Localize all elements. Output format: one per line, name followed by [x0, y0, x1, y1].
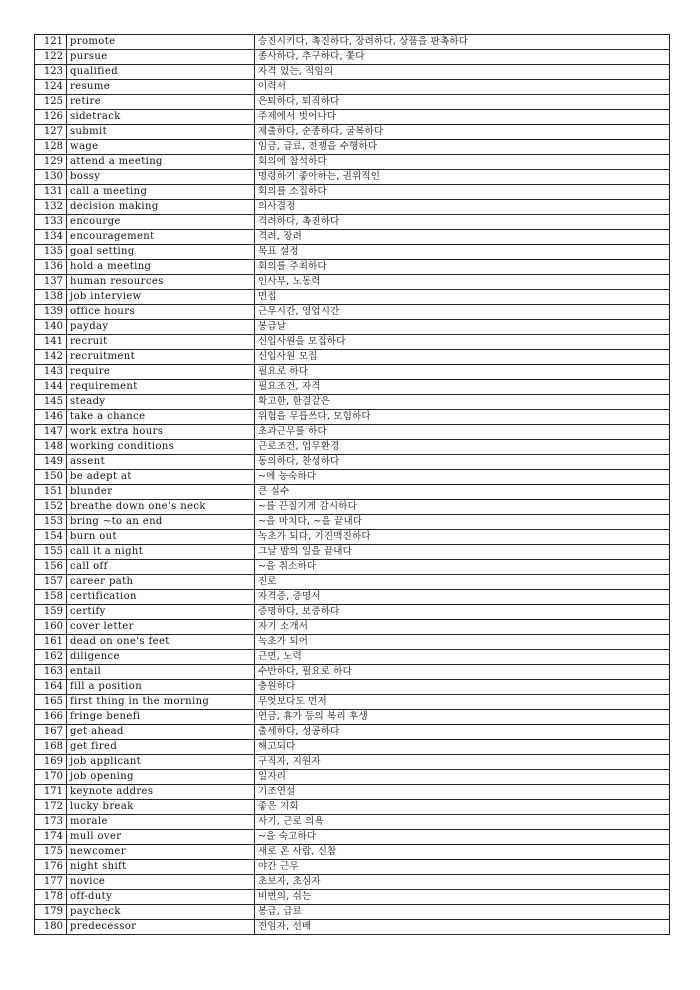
row-number: 176 — [35, 860, 67, 875]
english-term: job opening — [67, 770, 255, 785]
korean-meaning: 신입사원을 모집하다 — [255, 335, 670, 350]
english-term: recruitment — [67, 350, 255, 365]
vocabulary-table-body — [35, 35, 670, 935]
table-row — [35, 845, 670, 860]
table-row — [35, 410, 670, 425]
row-number: 154 — [35, 530, 67, 545]
korean-meaning: 출세하다, 성공하다 — [255, 725, 670, 740]
row-number: 165 — [35, 695, 67, 710]
korean-meaning: ~을 숙고하다 — [255, 830, 670, 845]
korean-meaning: 무엇보다도 먼저 — [255, 695, 670, 710]
table-row — [35, 80, 670, 95]
korean-meaning: 위험을 무릅쓰다, 모험하다 — [255, 410, 670, 425]
row-number: 170 — [35, 770, 67, 785]
korean-meaning: 진로 — [255, 575, 670, 590]
table-row — [35, 560, 670, 575]
row-number: 171 — [35, 785, 67, 800]
korean-meaning: 기조연설 — [255, 785, 670, 800]
row-number: 145 — [35, 395, 67, 410]
english-term: take a chance — [67, 410, 255, 425]
korean-meaning: ~를 끈질기게 감시하다 — [255, 500, 670, 515]
table-row — [35, 65, 670, 80]
korean-meaning: 좋은 기회 — [255, 800, 670, 815]
row-number: 162 — [35, 650, 67, 665]
table-row — [35, 260, 670, 275]
english-term: submit — [67, 125, 255, 140]
row-number: 155 — [35, 545, 67, 560]
row-number: 169 — [35, 755, 67, 770]
english-term: dead on one's feet — [67, 635, 255, 650]
row-number: 146 — [35, 410, 67, 425]
row-number: 158 — [35, 590, 67, 605]
english-term: assent — [67, 455, 255, 470]
english-term: diligence — [67, 650, 255, 665]
korean-meaning: 확고한, 한결같은 — [255, 395, 670, 410]
row-number: 166 — [35, 710, 67, 725]
english-term: pursue — [67, 50, 255, 65]
korean-meaning: 은퇴하다, 퇴직하다 — [255, 95, 670, 110]
table-row — [35, 320, 670, 335]
english-term: novice — [67, 875, 255, 890]
english-term: be adept at — [67, 470, 255, 485]
korean-meaning: 격려하다, 촉진하다 — [255, 215, 670, 230]
row-number: 173 — [35, 815, 67, 830]
row-number: 180 — [35, 920, 67, 935]
english-term: goal setting — [67, 245, 255, 260]
korean-meaning: ~을 취소하다 — [255, 560, 670, 575]
table-row — [35, 110, 670, 125]
table-row — [35, 680, 670, 695]
english-term: predecessor — [67, 920, 255, 935]
row-number: 174 — [35, 830, 67, 845]
row-number: 144 — [35, 380, 67, 395]
english-term: job applicant — [67, 755, 255, 770]
korean-meaning: 의사결정 — [255, 200, 670, 215]
korean-meaning: 주제에서 벗어나다 — [255, 110, 670, 125]
english-term: call off — [67, 560, 255, 575]
row-number: 168 — [35, 740, 67, 755]
table-row — [35, 50, 670, 65]
english-term: off-duty — [67, 890, 255, 905]
table-row — [35, 905, 670, 920]
row-number: 135 — [35, 245, 67, 260]
row-number: 133 — [35, 215, 67, 230]
row-number: 152 — [35, 500, 67, 515]
korean-meaning: ~에 능숙하다 — [255, 470, 670, 485]
row-number: 142 — [35, 350, 67, 365]
korean-meaning: 수반하다, 필요로 하다 — [255, 665, 670, 680]
korean-meaning: 면접 — [255, 290, 670, 305]
row-number: 150 — [35, 470, 67, 485]
english-term: certification — [67, 590, 255, 605]
english-term: decision making — [67, 200, 255, 215]
row-number: 175 — [35, 845, 67, 860]
english-term: call a meeting — [67, 185, 255, 200]
english-term: cover letter — [67, 620, 255, 635]
table-row — [35, 455, 670, 470]
row-number: 161 — [35, 635, 67, 650]
english-term: require — [67, 365, 255, 380]
row-number: 121 — [35, 35, 67, 50]
table-row — [35, 230, 670, 245]
english-term: keynote addres — [67, 785, 255, 800]
row-number: 125 — [35, 95, 67, 110]
row-number: 151 — [35, 485, 67, 500]
english-term: attend a meeting — [67, 155, 255, 170]
row-number: 131 — [35, 185, 67, 200]
row-number: 164 — [35, 680, 67, 695]
row-number: 148 — [35, 440, 67, 455]
english-term: wage — [67, 140, 255, 155]
row-number: 138 — [35, 290, 67, 305]
table-row — [35, 665, 670, 680]
row-number: 160 — [35, 620, 67, 635]
row-number: 159 — [35, 605, 67, 620]
row-number: 132 — [35, 200, 67, 215]
english-term: steady — [67, 395, 255, 410]
table-row — [35, 815, 670, 830]
row-number: 177 — [35, 875, 67, 890]
table-row — [35, 650, 670, 665]
table-row — [35, 155, 670, 170]
english-term: requirement — [67, 380, 255, 395]
table-row — [35, 95, 670, 110]
english-term: lucky break — [67, 800, 255, 815]
table-row — [35, 485, 670, 500]
row-number: 136 — [35, 260, 67, 275]
table-row — [35, 275, 670, 290]
english-term: bossy — [67, 170, 255, 185]
korean-meaning: 근로조건, 업무환경 — [255, 440, 670, 455]
english-term: resume — [67, 80, 255, 95]
table-row — [35, 545, 670, 560]
table-row — [35, 695, 670, 710]
row-number: 156 — [35, 560, 67, 575]
korean-meaning: 연금, 휴가 등의 복리 후생 — [255, 710, 670, 725]
table-row — [35, 830, 670, 845]
table-row — [35, 635, 670, 650]
english-term: encourge — [67, 215, 255, 230]
english-term: payday — [67, 320, 255, 335]
row-number: 139 — [35, 305, 67, 320]
table-row — [35, 515, 670, 530]
english-term: sidetrack — [67, 110, 255, 125]
english-term: working conditions — [67, 440, 255, 455]
english-term: work extra hours — [67, 425, 255, 440]
row-number: 157 — [35, 575, 67, 590]
korean-meaning: 자기 소개서 — [255, 620, 670, 635]
table-row — [35, 305, 670, 320]
korean-meaning: 구직자, 지원자 — [255, 755, 670, 770]
korean-meaning: 증명하다, 보증하다 — [255, 605, 670, 620]
korean-meaning: 큰 실수 — [255, 485, 670, 500]
row-number: 137 — [35, 275, 67, 290]
english-term: paycheck — [67, 905, 255, 920]
row-number: 147 — [35, 425, 67, 440]
row-number: 127 — [35, 125, 67, 140]
english-term: first thing in the morning — [67, 695, 255, 710]
english-term: call it a night — [67, 545, 255, 560]
row-number: 172 — [35, 800, 67, 815]
table-row — [35, 365, 670, 380]
korean-meaning: 충원하다 — [255, 680, 670, 695]
english-term: mull over — [67, 830, 255, 845]
korean-meaning: 회의를 소집하다 — [255, 185, 670, 200]
korean-meaning: 승진시키다, 촉진하다, 장려하다, 상품을 판촉하다 — [255, 35, 670, 50]
table-row — [35, 725, 670, 740]
row-number: 130 — [35, 170, 67, 185]
english-term: fill a position — [67, 680, 255, 695]
english-term: retire — [67, 95, 255, 110]
korean-meaning: 인사부, 노동력 — [255, 275, 670, 290]
table-row — [35, 125, 670, 140]
table-row — [35, 335, 670, 350]
row-number: 124 — [35, 80, 67, 95]
table-row — [35, 35, 670, 50]
vocabulary-table — [34, 34, 670, 935]
korean-meaning: 이력서 — [255, 80, 670, 95]
table-row — [35, 425, 670, 440]
korean-meaning: 근면, 노력 — [255, 650, 670, 665]
row-number: 128 — [35, 140, 67, 155]
korean-meaning: 격려, 장려 — [255, 230, 670, 245]
english-term: recruit — [67, 335, 255, 350]
korean-meaning: 사기, 근로 의욕 — [255, 815, 670, 830]
table-row — [35, 215, 670, 230]
korean-meaning: ~을 마치다, ~을 끝내다 — [255, 515, 670, 530]
korean-meaning: 회의를 주최하다 — [255, 260, 670, 275]
korean-meaning: 해고되다 — [255, 740, 670, 755]
korean-meaning: 임금, 급료, 전쟁을 수행하다 — [255, 140, 670, 155]
table-row — [35, 575, 670, 590]
table-row — [35, 245, 670, 260]
korean-meaning: 비번의, 쉬는 — [255, 890, 670, 905]
row-number: 134 — [35, 230, 67, 245]
korean-meaning: 종사하다, 추구하다, 쫓다 — [255, 50, 670, 65]
korean-meaning: 녹초가 되다, 기진맥진하다 — [255, 530, 670, 545]
table-row — [35, 620, 670, 635]
english-term: qualified — [67, 65, 255, 80]
korean-meaning: 명령하기 좋아하는, 권위적인 — [255, 170, 670, 185]
english-term: get fired — [67, 740, 255, 755]
table-row — [35, 740, 670, 755]
table-row — [35, 185, 670, 200]
korean-meaning: 근무시간, 영업시간 — [255, 305, 670, 320]
table-row — [35, 785, 670, 800]
korean-meaning: 자격증, 증명서 — [255, 590, 670, 605]
english-term: newcomer — [67, 845, 255, 860]
korean-meaning: 필요로 하다 — [255, 365, 670, 380]
table-row — [35, 470, 670, 485]
row-number: 122 — [35, 50, 67, 65]
table-row — [35, 860, 670, 875]
table-row — [35, 440, 670, 455]
row-number: 143 — [35, 365, 67, 380]
korean-meaning: 그날 밤의 일을 끝내다 — [255, 545, 670, 560]
english-term: entail — [67, 665, 255, 680]
english-term: get ahead — [67, 725, 255, 740]
english-term: hold a meeting — [67, 260, 255, 275]
table-row — [35, 140, 670, 155]
english-term: burn out — [67, 530, 255, 545]
table-row — [35, 875, 670, 890]
korean-meaning: 전임자, 선배 — [255, 920, 670, 935]
korean-meaning: 야간 근무 — [255, 860, 670, 875]
korean-meaning: 자격 있는, 적임의 — [255, 65, 670, 80]
row-number: 178 — [35, 890, 67, 905]
english-term: morale — [67, 815, 255, 830]
english-term: career path — [67, 575, 255, 590]
english-term: bring ~to an end — [67, 515, 255, 530]
english-term: job interview — [67, 290, 255, 305]
table-row — [35, 500, 670, 515]
row-number: 163 — [35, 665, 67, 680]
row-number: 129 — [35, 155, 67, 170]
korean-meaning: 제출하다, 순종하다, 굴복하다 — [255, 125, 670, 140]
korean-meaning: 새로 온 사람, 신참 — [255, 845, 670, 860]
english-term: encouragement — [67, 230, 255, 245]
korean-meaning: 초보자, 초심자 — [255, 875, 670, 890]
table-row — [35, 590, 670, 605]
table-row — [35, 890, 670, 905]
table-row — [35, 290, 670, 305]
table-row — [35, 350, 670, 365]
korean-meaning: 신입사원 모집 — [255, 350, 670, 365]
row-number: 140 — [35, 320, 67, 335]
english-term: certify — [67, 605, 255, 620]
english-term: office hours — [67, 305, 255, 320]
table-row — [35, 605, 670, 620]
row-number: 141 — [35, 335, 67, 350]
english-term: fringe benefi — [67, 710, 255, 725]
english-term: promote — [67, 35, 255, 50]
korean-meaning: 녹초가 되어 — [255, 635, 670, 650]
table-row — [35, 380, 670, 395]
row-number: 149 — [35, 455, 67, 470]
korean-meaning: 초과근무를 하다 — [255, 425, 670, 440]
table-row — [35, 200, 670, 215]
row-number: 123 — [35, 65, 67, 80]
korean-meaning: 동의하다, 찬성하다 — [255, 455, 670, 470]
korean-meaning: 봉급날 — [255, 320, 670, 335]
table-row — [35, 170, 670, 185]
table-row — [35, 920, 670, 935]
table-row — [35, 755, 670, 770]
row-number: 126 — [35, 110, 67, 125]
table-row — [35, 710, 670, 725]
english-term: blunder — [67, 485, 255, 500]
korean-meaning: 봉급, 급료 — [255, 905, 670, 920]
english-term: human resources — [67, 275, 255, 290]
korean-meaning: 회의에 참석하다 — [255, 155, 670, 170]
english-term: night shift — [67, 860, 255, 875]
table-row — [35, 530, 670, 545]
table-row — [35, 770, 670, 785]
table-row — [35, 395, 670, 410]
row-number: 153 — [35, 515, 67, 530]
korean-meaning: 필요조건, 자격 — [255, 380, 670, 395]
english-term: breathe down one's neck — [67, 500, 255, 515]
row-number: 167 — [35, 725, 67, 740]
korean-meaning: 목표 설정 — [255, 245, 670, 260]
korean-meaning: 일자리 — [255, 770, 670, 785]
row-number: 179 — [35, 905, 67, 920]
table-row — [35, 800, 670, 815]
